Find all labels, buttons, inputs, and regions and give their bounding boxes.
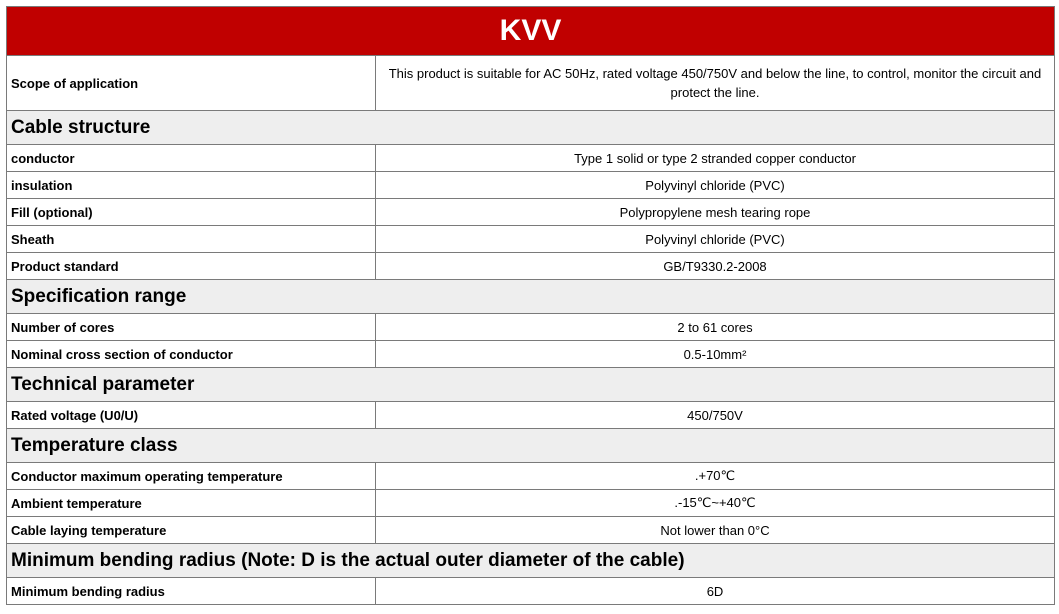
table-row	[7, 172, 1055, 199]
table-row	[7, 314, 1055, 341]
section-temperature-class: Temperature class	[7, 429, 1055, 463]
row-value: 2 to 61 cores	[376, 314, 1055, 341]
section-minimum-bending-radius: Minimum bending radius (Note: D is the actual outer diameter of the cable)	[7, 544, 1055, 578]
row-value: 450/750V	[376, 402, 1055, 429]
row-value: .-15℃~+40℃	[376, 490, 1055, 517]
row-value: Polypropylene mesh tearing rope	[376, 199, 1055, 226]
section-specification-range: Specification range	[7, 280, 1055, 314]
row-value: Not lower than 0°C	[376, 517, 1055, 544]
kvv-spec-table	[6, 6, 1055, 605]
table-row	[7, 226, 1055, 253]
table-row	[7, 253, 1055, 280]
row-value: .+70℃	[376, 463, 1055, 490]
table-row	[7, 463, 1055, 490]
section-technical-parameter: Technical parameter	[7, 368, 1055, 402]
title-row	[7, 7, 1055, 56]
row-label: Sheath	[7, 226, 376, 253]
row-label: Number of cores	[7, 314, 376, 341]
scope-label: Scope of application	[7, 56, 376, 111]
scope-row	[7, 56, 1055, 111]
row-value: Polyvinyl chloride (PVC)	[376, 172, 1055, 199]
row-value: 0.5-10mm²	[376, 341, 1055, 368]
row-value: Polyvinyl chloride (PVC)	[376, 226, 1055, 253]
row-label: Nominal cross section of conductor	[7, 341, 376, 368]
section-row	[7, 111, 1055, 145]
table-row	[7, 490, 1055, 517]
row-value: GB/T9330.2-2008	[376, 253, 1055, 280]
section-row	[7, 280, 1055, 314]
table-row	[7, 402, 1055, 429]
scope-value: This product is suitable for AC 50Hz, rated voltage 450/750V and below the line, to control, monitor the circuit and protect the line.	[376, 56, 1055, 111]
row-label: insulation	[7, 172, 376, 199]
section-row	[7, 544, 1055, 578]
row-label: Product standard	[7, 253, 376, 280]
table-title: KVV	[7, 7, 1055, 56]
row-label: Rated voltage (U0/U)	[7, 402, 376, 429]
row-value: Type 1 solid or type 2 stranded copper conductor	[376, 145, 1055, 172]
row-label: Minimum bending radius	[7, 578, 376, 605]
table-row	[7, 145, 1055, 172]
row-label: conductor	[7, 145, 376, 172]
row-label: Ambient temperature	[7, 490, 376, 517]
row-label: Cable laying temperature	[7, 517, 376, 544]
section-cable-structure: Cable structure	[7, 111, 1055, 145]
row-label: Fill (optional)	[7, 199, 376, 226]
table-row	[7, 199, 1055, 226]
table-row	[7, 578, 1055, 605]
table-row	[7, 341, 1055, 368]
section-row	[7, 368, 1055, 402]
table-row	[7, 517, 1055, 544]
row-value: 6D	[376, 578, 1055, 605]
section-row	[7, 429, 1055, 463]
row-label: Conductor maximum operating temperature	[7, 463, 376, 490]
